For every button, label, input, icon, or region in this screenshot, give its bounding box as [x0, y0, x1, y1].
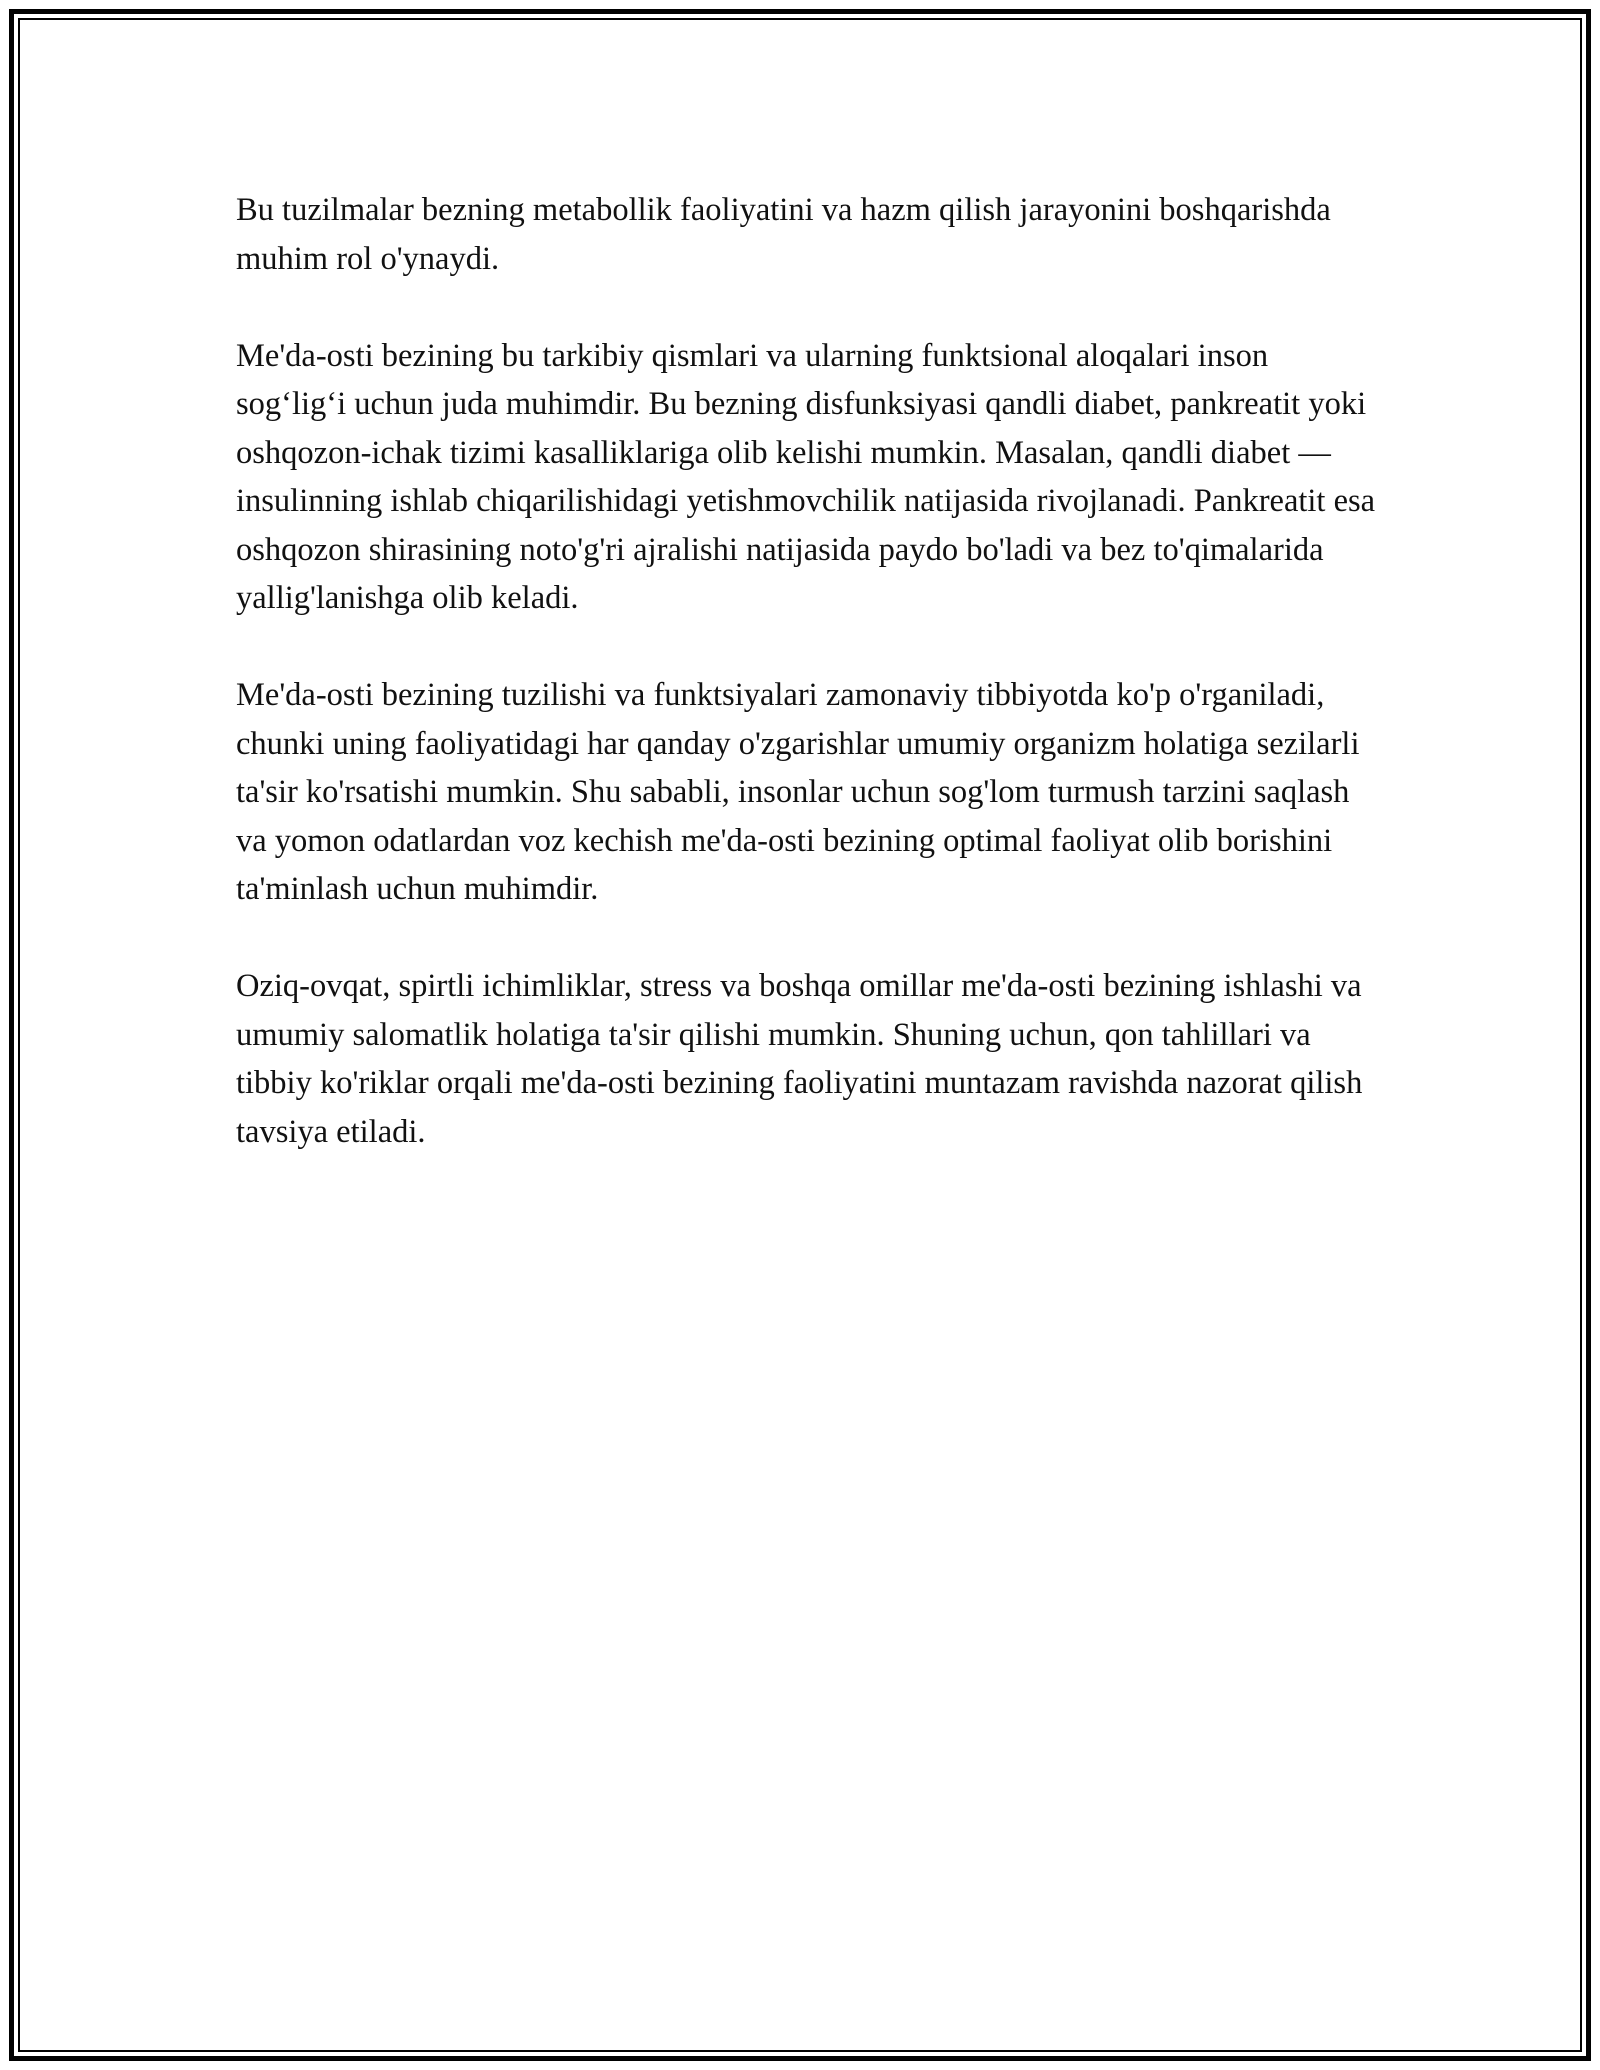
- paragraph-2: Me'da-osti bezining bu tarkibiy qismlari va ularning funktsional aloqalari inson sog‘lig‘i uchun juda muhimdir. Bu bezning disfunksiyasi qandli diabet, pankreatit yoki oshqozon-ichak tizimi kasalliklariga olib kelishi mumkin. Masalan, qandli diabet — insulinning ishlab chiqarilishidagi yetishmovchilik natijasida rivojlanadi. Pankreatit esa oshqozon shirasining noto'g'ri ajralishi natijasida paydo bo'ladi va bez to'qimalarida yallig'lanishga olib keladi.: [236, 337, 1376, 616]
- document-body: [236, 186, 1386, 1205]
- paragraph-1: Bu tuzilmalar bezning metabollik faoliyatini va hazm qilish jarayonini boshqarishda muhim rol o'ynaydi.: [236, 192, 1331, 277]
- paragraph-3: Me'da-osti bezining tuzilishi va funktsiyalari zamonaviy tibbiyotda ko'p o'rganiladi, chunki uning faoliyatidagi har qanday o'zgarishlar umumiy organizm holatiga sezilarli ta'sir ko'rsatishi mumkin. Shu sababli, insonlar uchun sog'lom turmush tarzini saqlash va yomon odatlardan voz kechish me'da-osti bezining optimal faoliyat olib borishini ta'minlash uchun muhimdir.: [236, 677, 1360, 907]
- paragraph-4: Oziq-ovqat, spirtli ichimliklar, stress va boshqa omillar me'da-osti bezining ishlashi va umumiy salomatlik holatiga ta'sir qilishi mumkin. Shuning uchun, qon tahlillari va tibbiy ko'riklar orqali me'da-osti bezining faoliyatini muntazam ravishda nazorat qilish tavsiya etiladi.: [236, 968, 1363, 1150]
